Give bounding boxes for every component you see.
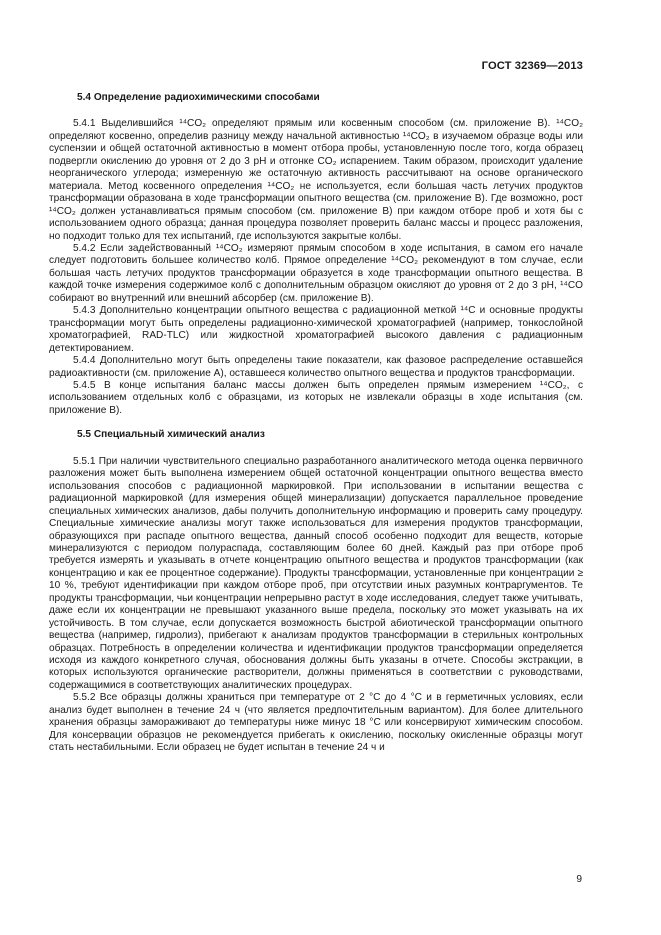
paragraph-5-4-3: 5.4.3 Дополнительно концентрации опытного вещества с радиационной меткой ¹⁴C и основные продукты трансформации могут быть определены радиационно-химической хроматографией (например, тонкослойной хроматографией, RAD-TLC) или жидкостной хроматографией высокого давления с радиационным детектированием. bbox=[49, 305, 583, 354]
paragraph-5-5-2: 5.5.2 Все образцы должны храниться при температуре от 2 °С до 4 °С и в герметичных условиях, если анализ будет выполнен в течение 24 ч (что является предпочтительным вариантом). Для более длительного хранения образцы замораживают до температуры ниже минус 18 °С или консервируют химическим способом. Для консервации образцов не рекомендуется прибегать к окислению, поскольку окисленные образцы могут стать нестабильными. Если образец не будет испытан в течение 24 ч и bbox=[49, 692, 583, 754]
document-body bbox=[49, 92, 583, 755]
section-title-5-5: 5.5 Специальный химический анализ bbox=[77, 429, 265, 441]
paragraph-5-4-2: 5.4.2 Если задействованный ¹⁴CO₂ измеряют прямым способом в ходе испытания, в самом его начале следует подготовить большее количество колб. Прямое определение ¹⁴CO₂ рекомендуют в том случае, если большая часть летучих продуктов трансформации образуется в ходе трансформации опытного вещества. В каждой точке измерения содержимое колб с дополнительным образцом окисляют до уровня от 2 до 3 рН, ¹⁴CO собирают во внутренний или внешний абсорбер (см. приложение В). bbox=[49, 242, 583, 304]
paragraph-5-5-1: 5.5.1 При наличии чувствительного специально разработанного аналитического метода оценка первичного разложения может быть выполнена измерением общей остаточной концентрации опытного вещества вместо использования способов с радиационной маркировкой. При использовании в испытании вещества с радиационной маркировкой (для измерения общей минерализации) допускается параллельное проведение специальных химических анализов, дабы получить дополнительную информацию и проверить саму процедуру. Специальные химические анализы могут также использоваться для измерения продуктов трансформации, образующихся при распаде опытного вещества, данный способ особенно подходит для веществ, которые минерализуются с периодом полураспада, составляющим более 60 дней. Каждый раз при отборе проб требуется измерять и указывать в отчете концентрацию опытного вещества и продуктов трансформации (как концентрацию и как ее процентное содержание). Продукты трансформации, установленные при концентрации ≥ 10 %, требуют идентификации при каждом отборе проб, при отсутствии иных разумных контраргументов. Те продукты трансформации, чьи концентрации непрерывно растут в ходе исследования, следует также учитывать, даже если их концентрации не превышают указанного выше предела, поскольку это может указывать на их устойчивость. В том случае, если допускается возможность быстрой абиотической трансформации опытного вещества (например, гидролиз), прибегают к анализам продуктов трансформации в стерильных контрольных образцах. Потребность в определении количества и идентификации продуктов трансформации определяется исходя из каждого конкретного случая, обоснования должны быть указаны в отчете. Способы экстракции, в которых используются органические растворители, должны применяться в соответствии с руководствами, содержащимися в соответствующих аналитических процедурах. bbox=[49, 455, 583, 691]
page-number: 9 bbox=[576, 874, 582, 885]
paragraph-5-4-4: 5.4.4 Дополнительно могут быть определены такие показатели, как фазовое распределение оставшейся радиоактивности (см. приложение А), оставшееся количество опытного вещества и продуктов трансформации. bbox=[49, 355, 583, 379]
standard-header: ГОСТ 32369—2013 bbox=[481, 60, 583, 72]
paragraph-5-4-1: 5.4.1 Выделившийся ¹⁴CO₂ определяют прямым или косвенным способом (см. приложение В). ¹⁴CO₂ определяют косвенно, определив разницу между начальной активностью ¹⁴CO₂ в изучаемом образце воды или суспензии и общей остаточной активностью в момент отбора пробы, установленную после того, когда образец подвергли окислению до уровня от 2 до 3 рН и отгонке CO₂ испарением. Таким образом, происходит удаление неорганического углерода; измеренную же остаточную активность рассчитывают на основе органического материала. Метод косвенного определения ¹⁴CO₂ не используется, если большая часть летучих продуктов трансформации образована в ходе трансформации опытного вещества (см. приложение В). Где возможно, рост ¹⁴CO₂ должен устанавливаться прямым способом (см. приложение В) при каждом отборе проб и хотя бы с использованием одного образца; данная процедура позволяет проверить баланс массы и процесс разложения, но подходит только для тех испытаний, где используются закрытые колбы. bbox=[49, 118, 583, 242]
paragraph-5-4-5: 5.4.5 В конце испытания баланс массы должен быть определен прямым измерением ¹⁴CO₂, с использованием отдельных колб с образцами, из которых не извлекали образцы в ходе испытания (см. приложение В). bbox=[49, 379, 583, 416]
section-title-5-4: 5.4 Определение радиохимическими способами bbox=[77, 92, 320, 103]
